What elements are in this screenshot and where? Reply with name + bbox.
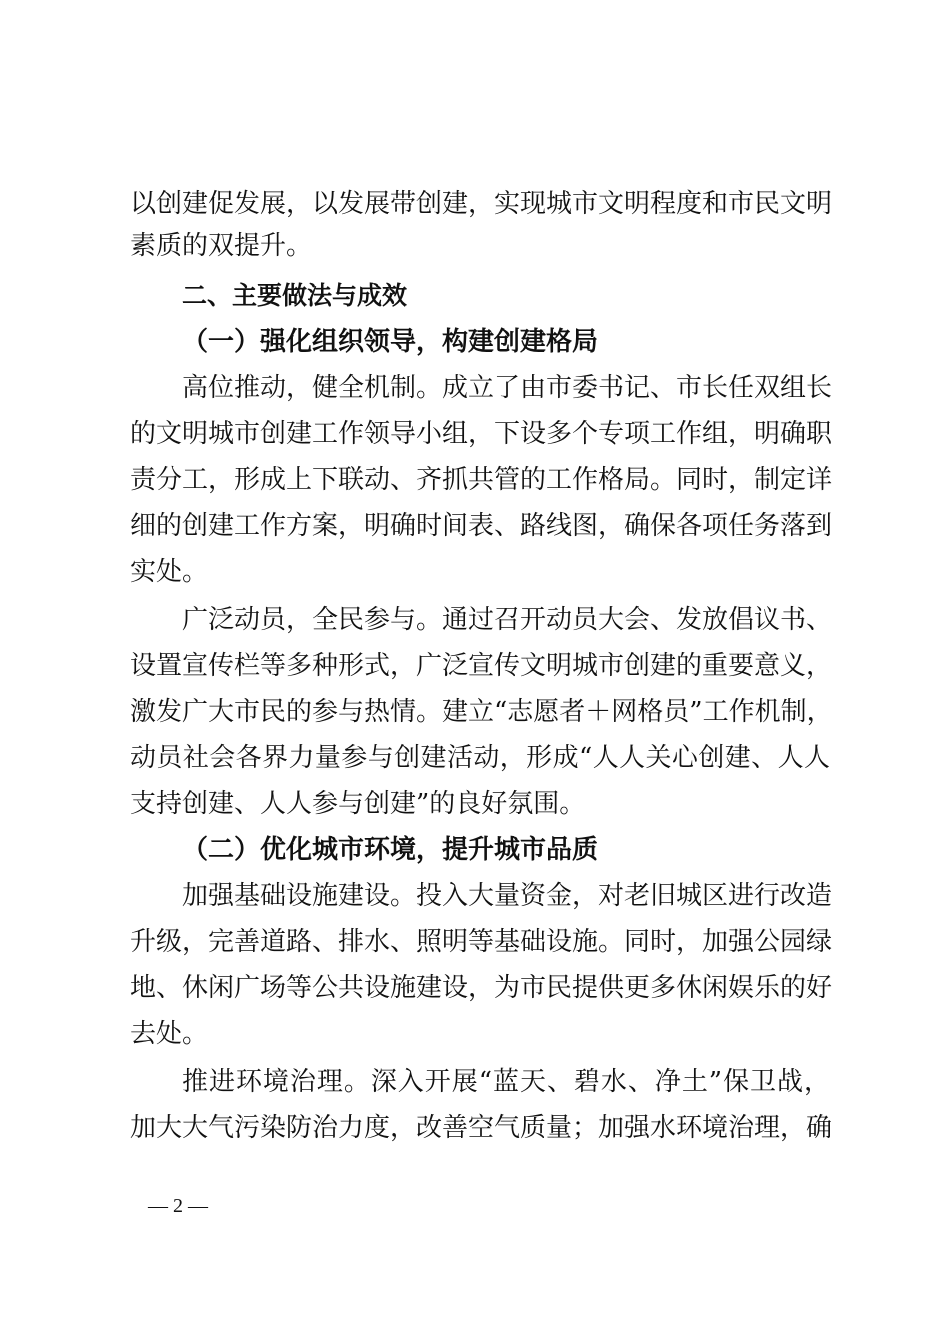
subsection-heading: （二）优化城市环境，提升城市品质 <box>182 835 599 865</box>
subsection-heading: （一）强化组织领导，构建创建格局 <box>182 327 599 357</box>
body-text-line: 素质的双提升。 <box>130 231 313 261</box>
body-text-line: 动员社会各界力量参与创建活动，形成“人人关心创建、人人 <box>130 743 830 773</box>
body-text-line: 实处。 <box>130 557 209 587</box>
body-text-line: 细的创建工作方案，明确时间表、路线图，确保各项任务落到 <box>130 511 833 541</box>
page-number: — 2 — <box>148 1195 208 1217</box>
body-text-line: 去处。 <box>130 1019 209 1049</box>
body-text-line: 高位推动，健全机制。成立了由市委书记、市长任双组长 <box>182 373 833 403</box>
body-text-line: 升级，完善道路、排水、照明等基础设施。同时，加强公园绿 <box>130 927 833 957</box>
body-text-line: 广泛动员，全民参与。通过召开动员大会、发放倡议书、 <box>182 605 833 635</box>
body-text-line: 的文明城市创建工作领导小组，下设多个专项工作组，明确职 <box>130 419 833 449</box>
body-text-line: 以创建促发展，以发展带创建，实现城市文明程度和市民文明 <box>130 189 833 219</box>
body-text-line: 推进环境治理。深入开展“蓝天、碧水、净土”保卫战， <box>182 1067 830 1097</box>
body-text-line: 加强基础设施建设。投入大量资金，对老旧城区进行改造 <box>182 881 833 911</box>
body-text-line: 设置宣传栏等多种形式，广泛宣传文明城市创建的重要意义， <box>130 651 833 681</box>
body-text-line: 支持创建、人人参与创建”的良好氛围。 <box>130 789 586 819</box>
section-heading: 二、主要做法与成效 <box>182 281 408 310</box>
body-text-line: 地、休闲广场等公共设施建设，为市民提供更多休闲娱乐的好 <box>130 973 833 1003</box>
body-text-line: 加大大气污染防治力度，改善空气质量；加强水环境治理，确 <box>130 1113 833 1143</box>
body-text-line: 激发广大市民的参与热情。建立“志愿者＋网格员”工作机制， <box>130 697 833 727</box>
body-text-line: 责分工，形成上下联动、齐抓共管的工作格局。同时，制定详 <box>130 465 833 495</box>
